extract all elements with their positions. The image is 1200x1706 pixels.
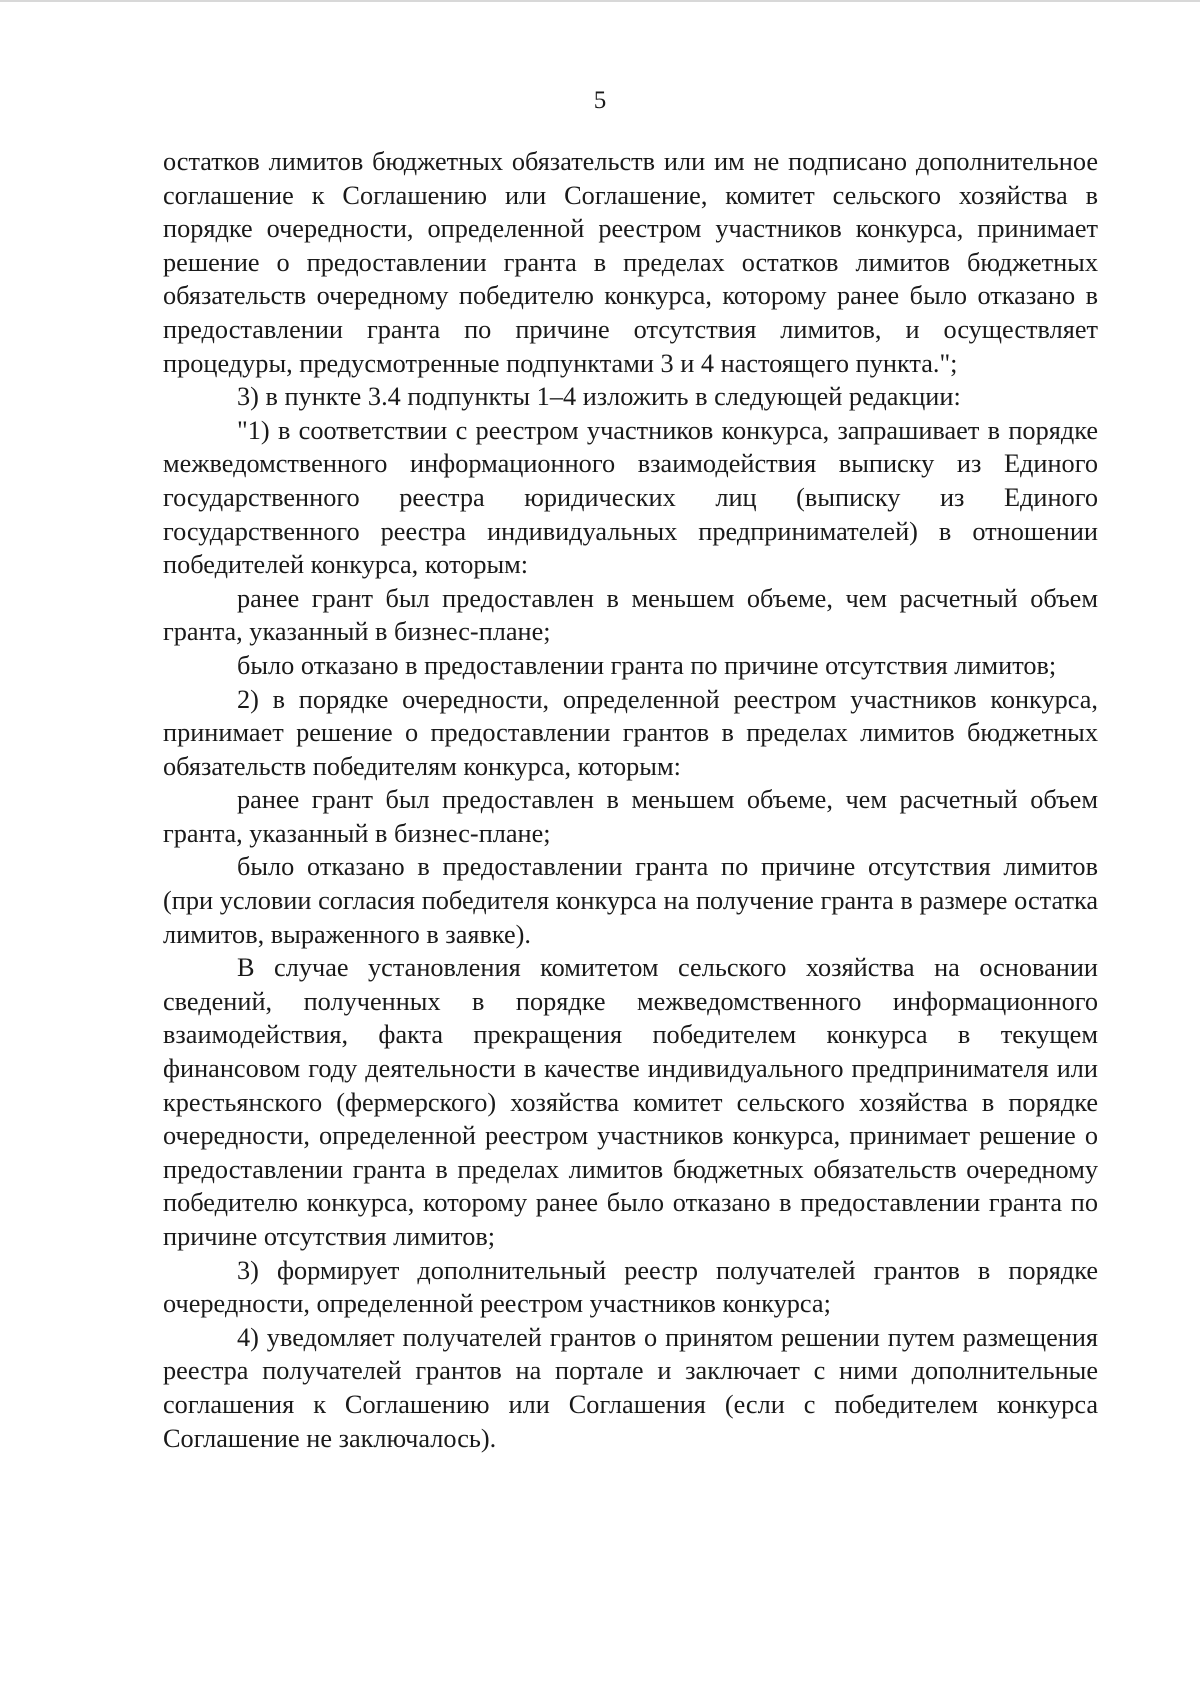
paragraph-subitem-3: 3) формирует дополнительный реестр получателей грантов в порядке очередности, определенной реестром участников конкурса; — [163, 1255, 1098, 1319]
paragraph-subitem-2: 2) в порядке очередности, определенной реестром участников конкурса, принимает решение о предоставлении грантов в пределах лимитов бюджетных обязательств победителям конкурса, которым: — [163, 684, 1098, 781]
paragraph-subitem-4: 4) уведомляет получателей грантов о принятом решении путем размещения реестра получателей грантов на портале и заключает с ними дополнительные соглашения к Соглашению или Соглашения (если с победителем конкурса Соглашение не заключалось). — [163, 1322, 1098, 1453]
paragraph-condition-no-limits-2: было отказано в предоставлении гранта по причине отсутствия лимитов (при условии согласия победителя конкурса на получение гранта в размере остатка лимитов, выраженного в заявке). — [163, 852, 1098, 949]
paragraph-condition-no-limits: было отказано в предоставлении гранта по причине отсутствия лимитов; — [237, 650, 1057, 680]
paragraph-continuation: остатков лимитов бюджетных обязательств или им не подписано дополнительное соглашение к Соглашению или Соглашение, комитет сельского хозяйства в порядке очередности, определенной реестром участников конкурса, принимает решение о предоставлении гранта в пределах остатков лимитов бюджетных обязательств очередному победителю конкурса, которому ранее было отказано в предоставлении гранта по причине отсутствия лимитов, и осуществляет процедуры, предусмотренные подпунктами 3 и 4 настоящего пункта."; — [163, 147, 1098, 378]
paragraph-condition-smaller-volume-2: ранее грант был предоставлен в меньшем объеме, чем расчетный объем гранта, указанный в бизнес-плане; — [163, 785, 1098, 848]
paragraph-item-3: 3) в пункте 3.4 подпункты 1–4 изложить в следующей редакции: — [237, 382, 961, 412]
paragraph-subitem-1: "1) в соответствии с реестром участников конкурса, запрашивает в порядке межведомственного информационного взаимодействия выписку из Единого государственного реестра юридических лиц (выписку из Единого государственного реестра индивидуальных предпринимателей) в отношении победителей конкурса, которым: — [163, 415, 1098, 580]
document-body — [163, 145, 1098, 1455]
paragraph-condition-smaller-volume: ранее грант был предоставлен в меньшем объеме, чем расчетный объем гранта, указанный в бизнес-плане; — [163, 583, 1098, 647]
paragraph-termination-case: В случае установления комитетом сельского хозяйства на основании сведений, полученных в порядке межведомственного информационного взаимодействия, факта прекращения победителем конкурса в текущем финансовом году деятельности в качестве индивидуального предпринимателя или крестьянского (фермерского) хозяйства комитет сельского хозяйства в порядке очередности, определенной реестром участников конкурса, принимает решение о предоставлении гранта в пределах лимитов бюджетных обязательств очередному победителю конкурса, которому ранее было отказано в предоставлении гранта по причине отсутствия лимитов; — [163, 953, 1098, 1251]
page-top-edge — [0, 0, 1200, 2]
page-number: 5 — [593, 87, 607, 114]
